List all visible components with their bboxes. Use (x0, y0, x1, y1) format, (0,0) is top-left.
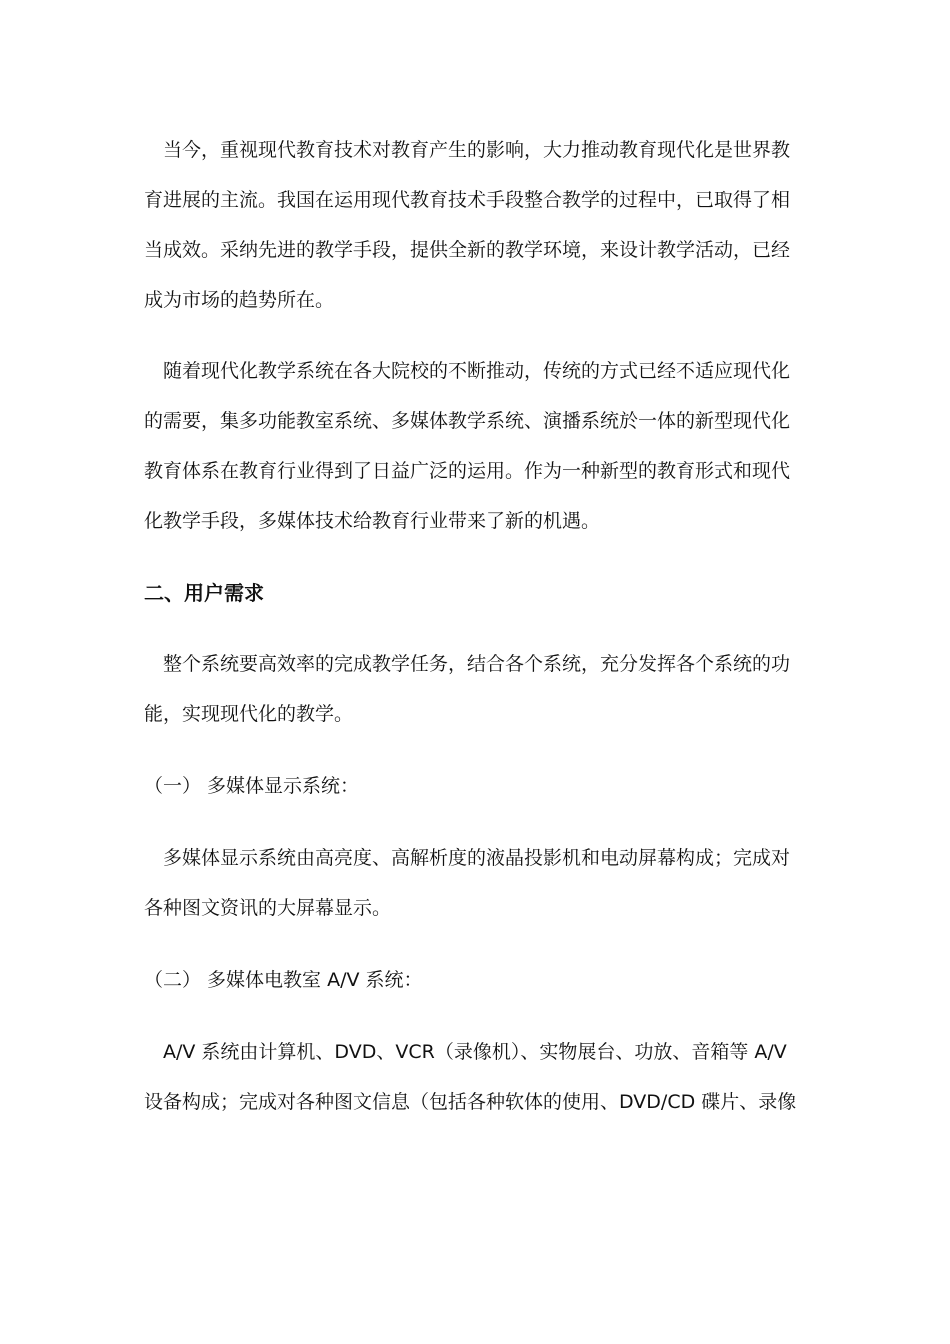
paragraph-line: 多媒体显示系统由高亮度、高解析度的液晶投影机和电动屏幕构成；完成对 (144, 847, 791, 869)
intro-paragraph-2 (144, 359, 804, 534)
paragraph-line: 教育体系在教育行业得到了日益广泛的运用。作为一种新型的教育形式和现代 (144, 460, 791, 482)
requirements-paragraph (144, 652, 804, 727)
intro-paragraph-1 (144, 138, 804, 313)
paragraph-line: 育进展的主流。我国在运用现代教育技术手段整合教学的过程中，已取得了相 (144, 189, 791, 211)
section-heading-user-requirements (144, 580, 804, 606)
paragraph-line: 成为市场的趋势所在。 (144, 289, 335, 311)
subsection-2-body (144, 1040, 804, 1115)
paragraph-line: 整个系统要高效率的完成教学任务，结合各个系统，充分发挥各个系统的功 (144, 653, 791, 675)
paragraph-line: 化教学手段，多媒体技术给教育行业带来了新的机遇。 (144, 510, 601, 532)
subsection-title: （二） 多媒体电教室 A/V 系统： (144, 969, 423, 991)
paragraph-line: 随着现代化教学系统在各大院校的不断推动，传统的方式已经不适应现代化 (144, 360, 791, 382)
subsection-1-heading (144, 774, 804, 799)
paragraph-line: A/V 系统由计算机、DVD、VCR（录像机）、实物展台、功放、音箱等 A/V (144, 1041, 787, 1063)
subsection-1-body (144, 846, 804, 921)
subsection-2-heading (144, 968, 804, 993)
paragraph-line: 各种图文资讯的大屏幕显示。 (144, 897, 392, 919)
section-title: 二、用户需求 (144, 581, 264, 605)
paragraph-line: 当成效。采纳先进的教学手段，提供全新的教学环境，来设计教学活动，已经 (144, 239, 791, 261)
paragraph-line: 设备构成；完成对各种图文信息（包括各种软体的使用、DVD/CD 碟片、录像 (144, 1091, 797, 1113)
subsection-title: （一） 多媒体显示系统： (144, 775, 360, 797)
paragraph-line: 的需要，集多功能教室系统、多媒体教学系统、演播系统於一体的新型现代化 (144, 410, 791, 432)
paragraph-line: 能，实现现代化的教学。 (144, 703, 354, 725)
paragraph-line: 当今，重视现代教育技术对教育产生的影响，大力推动教育现代化是世界教 (144, 139, 791, 161)
